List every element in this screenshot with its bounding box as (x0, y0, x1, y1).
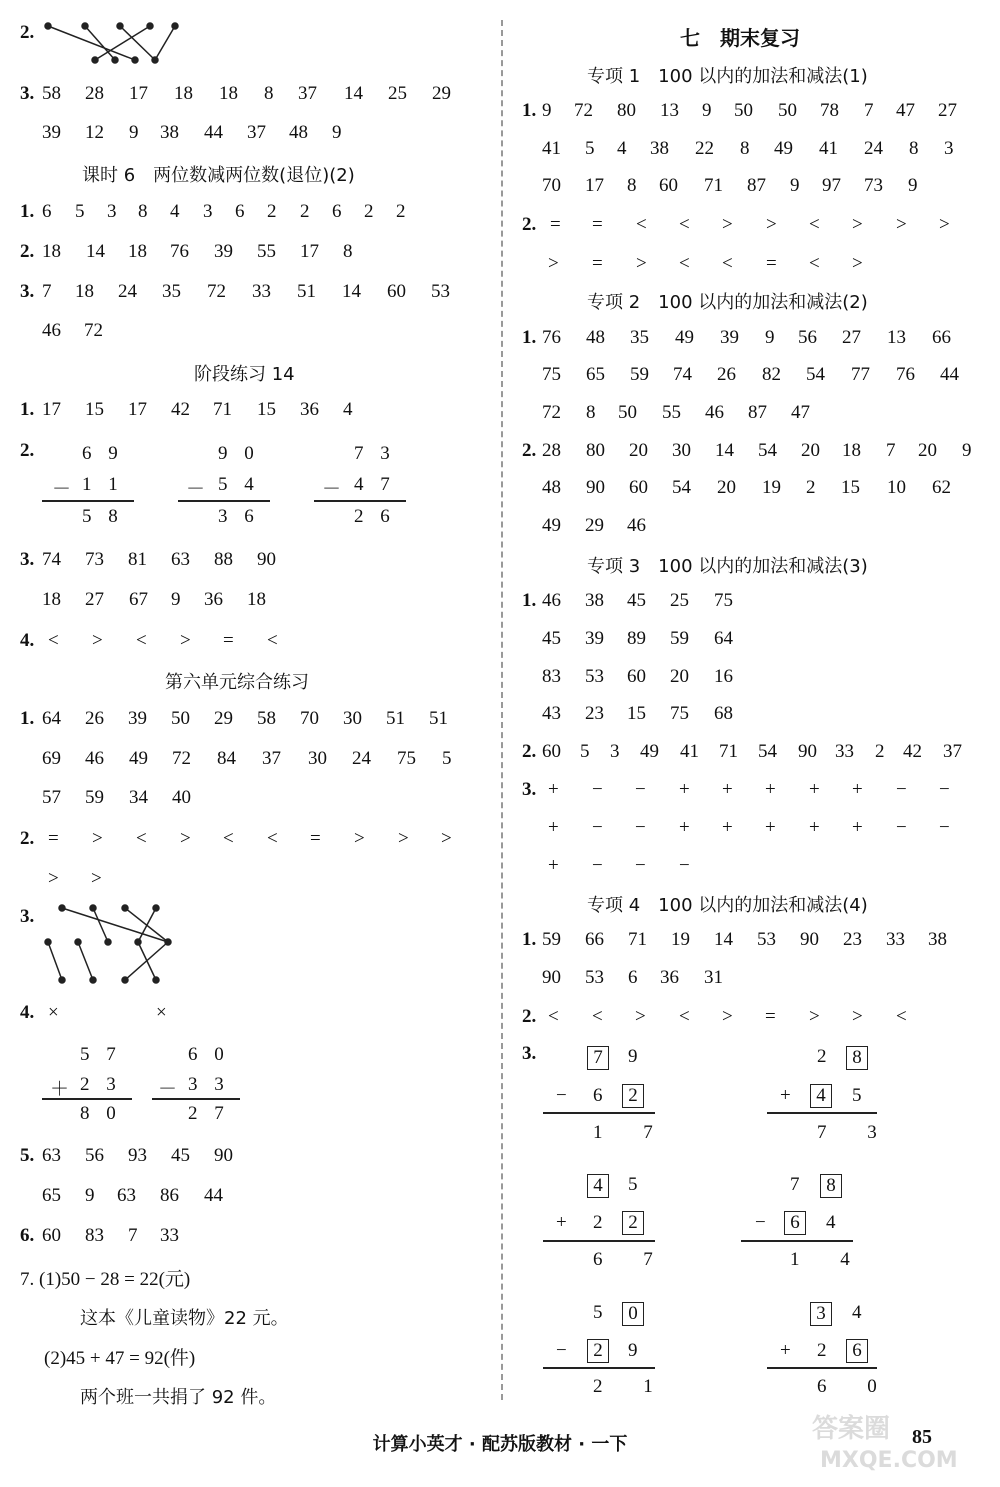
footer: 计算小英才 · 配苏版教材 · 一下 (372, 1434, 628, 1455)
q3-label: 3. (20, 83, 35, 104)
chapter-title: 七 期末复习 (680, 26, 800, 50)
stage14-title: 阶段练习 14 (194, 364, 295, 385)
z4-q3-label: 3. (522, 1043, 537, 1064)
u6-q7-part1: 7. (1)50 − 28 = 22(元) (20, 1269, 191, 1290)
z1-title: 专项 1 100 以内的加法和减法(1) (587, 66, 868, 87)
u6-q7-part2: (2)45 + 47 = 92(件) (44, 1348, 196, 1369)
s14-q2-label: 2. (20, 440, 35, 461)
u6-q7-answer2: 两个班一共捐了 92 件。 (80, 1387, 277, 1408)
u6-q7-answer1: 这本《儿童读物》22 元。 (80, 1308, 289, 1329)
unit6-title: 第六单元综合练习 (165, 672, 309, 693)
z2-title: 专项 2 100 以内的加法和减法(2) (587, 292, 868, 313)
watermark-url: MXQE.COM (820, 1448, 958, 1473)
z3-title: 专项 3 100 以内的加法和减法(3) (587, 556, 868, 577)
lesson6-title: 课时 6 两位数减两位数(退位)(2) (82, 165, 355, 186)
watermark-logo: 答案圈 (812, 1414, 891, 1444)
q2-label: 2. (20, 22, 35, 43)
matching-lines-2 (38, 900, 178, 990)
page-number: 85 (912, 1426, 932, 1448)
u6-q3-label: 3. (20, 906, 35, 927)
matching-lines-1 (40, 18, 190, 66)
column-divider (501, 20, 503, 1400)
z4-title: 专项 4 100 以内的加法和减法(4) (587, 895, 868, 916)
